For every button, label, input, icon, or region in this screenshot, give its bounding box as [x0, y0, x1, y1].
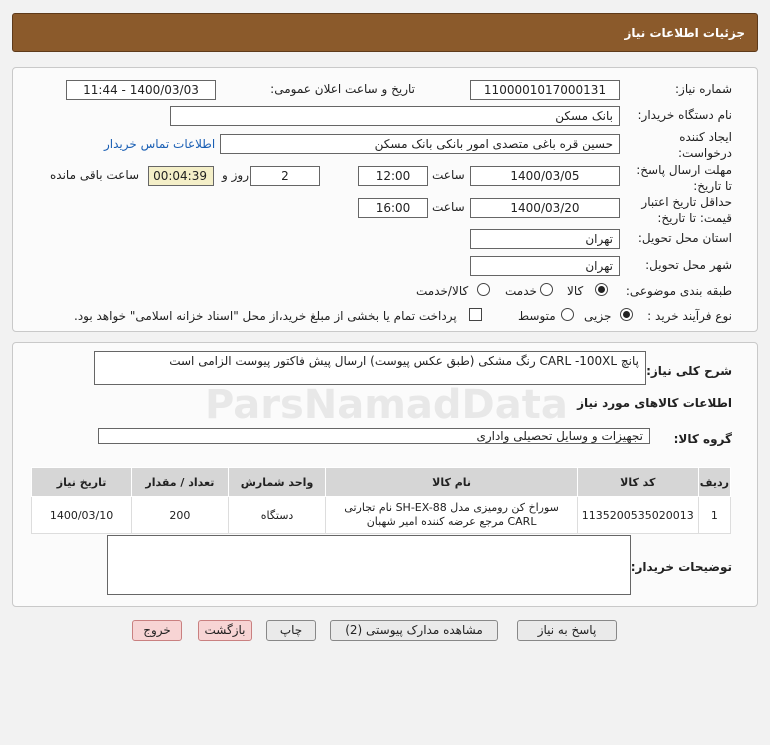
cell-qty: 200 [132, 497, 229, 534]
days-label: روز و [222, 168, 249, 182]
cell-unit: دستگاه [228, 497, 326, 534]
purchase-type-label: نوع فرآیند خرید : [647, 309, 732, 323]
days-count-field: 2 [250, 166, 320, 186]
col-row: ردیف [698, 468, 730, 497]
city-field: تهران [470, 256, 620, 276]
col-name: نام کالا [326, 468, 577, 497]
buyer-contact-link[interactable]: اطلاعات تماس خریدار [104, 137, 216, 151]
page-header [12, 13, 758, 52]
requester-field: حسین قره باغی متصدی امور بانکی بانک مسکن [220, 134, 620, 154]
goods-group-field: تجهیزات و وسایل تحصیلی واداری [98, 428, 650, 444]
col-qty: تعداد / مقدار [132, 468, 229, 497]
col-code: کد کالا [577, 468, 698, 497]
print-button[interactable]: چاپ [266, 620, 316, 641]
table-row [32, 497, 731, 534]
category-option-goods: کالا [567, 284, 584, 298]
reply-button[interactable]: پاسخ به نیاز [517, 620, 617, 641]
items-table [31, 467, 731, 534]
city-label: شهر محل تحویل: [645, 258, 732, 272]
validity-date-field: 1400/03/20 [470, 198, 620, 218]
deadline-label: مهلت ارسال پاسخ: تا تاریخ: [636, 163, 732, 193]
back-button[interactable]: بازگشت [198, 620, 252, 641]
treasury-note: پرداخت تمام یا بخشی از مبلغ خرید،از محل "اسناد خزانه اسلامی" خواهد بود. [74, 309, 457, 323]
description-field: پانچ CARL -100XL رنگ مشکی (طبق عکس پیوست) ارسال پیش فاکتور پیوست الزامی است [94, 351, 646, 385]
deadline-date-field: 1400/03/05 [470, 166, 620, 186]
announce-field: 1400/03/03 - 11:44 [66, 80, 216, 100]
cell-date: 1400/03/10 [32, 497, 132, 534]
purchase-option-minor: جزیی [584, 309, 612, 323]
province-label: استان محل تحویل: [637, 231, 732, 245]
buyer-notes-field [107, 535, 631, 595]
category-radio-service[interactable] [540, 283, 553, 296]
remaining-label: ساعت باقی مانده [50, 168, 140, 182]
description-label: شرح کلی نیاز: [646, 364, 732, 378]
requester-label: ایجاد کننده درخواست: [678, 130, 732, 160]
buyer-org-label: نام دستگاه خریدار: [637, 108, 732, 122]
purchase-radio-minor[interactable] [620, 308, 633, 321]
items-table-header [32, 468, 731, 497]
cell-row: 1 [698, 497, 730, 534]
buyer-org-field: بانک مسکن [170, 106, 620, 126]
category-radio-goods-service[interactable] [477, 283, 490, 296]
page-title: جزئیات اطلاعات نیاز [624, 26, 745, 40]
items-info-title: اطلاعات کالاهای مورد نیاز [577, 396, 732, 410]
need-number-label: شماره نیاز: [675, 82, 732, 96]
view-attachments-button[interactable]: مشاهده مدارک پیوستی (2) [330, 620, 498, 641]
exit-button[interactable]: خروج [132, 620, 182, 641]
province-field: تهران [470, 229, 620, 249]
validity-time-label: ساعت [432, 200, 465, 214]
category-radio-goods[interactable] [595, 283, 608, 296]
category-option-service: خدمت [505, 284, 537, 298]
purchase-option-medium: متوسط [518, 309, 556, 323]
goods-group-label: گروه کالا: [673, 432, 732, 446]
category-option-goods-service: کالا/خدمت [416, 284, 469, 298]
need-number-field: 1100001017000131 [470, 80, 620, 100]
validity-label: حداقل تاریخ اعتبار قیمت: تا تاریخ: [641, 195, 732, 225]
deadline-time-field: 12:00 [358, 166, 428, 186]
cell-code: 1135200535020013 [577, 497, 698, 534]
purchase-radio-medium[interactable] [561, 308, 574, 321]
treasury-checkbox[interactable] [469, 308, 482, 321]
category-label: طبقه بندی موضوعی: [625, 284, 732, 298]
validity-time-field: 16:00 [358, 198, 428, 218]
col-date: تاریخ نیاز [32, 468, 132, 497]
deadline-time-label: ساعت [432, 168, 465, 182]
cell-name: سوراخ کن رومیزی مدل SH-EX-88 نام تجارتی CARL مرجع عرضه کننده امیر شهبان [326, 497, 577, 534]
remaining-time-field: 00:04:39 [148, 166, 214, 186]
buyer-notes-label: توضیحات خریدار: [630, 560, 732, 574]
announce-label: تاریخ و ساعت اعلان عمومی: [270, 82, 415, 96]
col-unit: واحد شمارش [228, 468, 326, 497]
